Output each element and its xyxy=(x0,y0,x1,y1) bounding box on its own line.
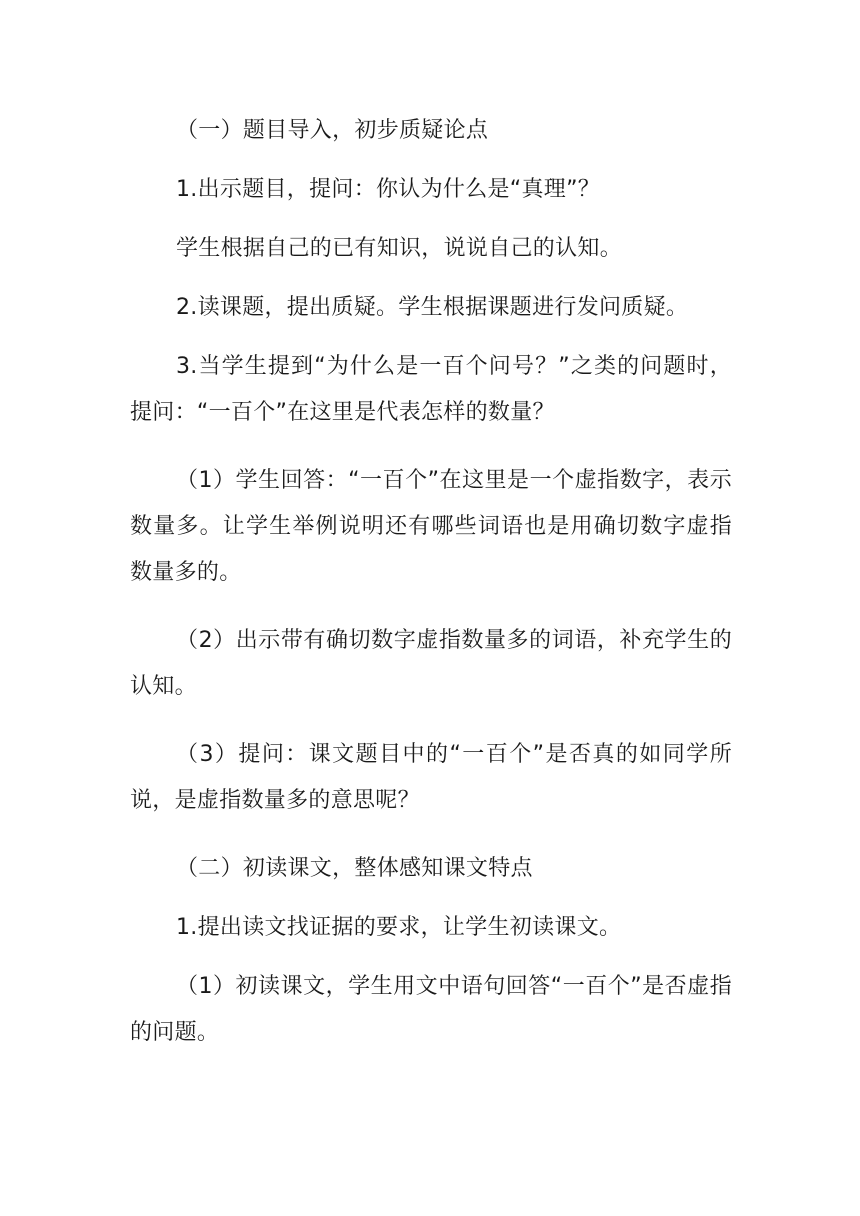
paragraph-1: 1.出示题目，提问：你认为什么是“真理”？ xyxy=(176,177,601,202)
section-heading-1: （一）题目导入，初步质疑论点 xyxy=(176,118,489,143)
paragraph-3: 2.读课题，提出质疑。学生根据课题进行发问质疑。 xyxy=(176,295,689,320)
paragraph-4: 3.当学生提到“为什么是一百个问号？”之类的问题时，提问：“一百个”在这里是代表怎样的数量？ xyxy=(130,354,732,425)
paragraph-8: 1.提出读文找证据的要求，让学生初读课文。 xyxy=(176,915,622,940)
paragraph-5: （1）学生回答：“一百个”在这里是一个虚指数字，表示数量多。让学生举例说明还有哪些词语也是用确切数字虚指数量多的。 xyxy=(130,468,732,585)
paragraph-7: （3）提问：课文题目中的“一百个”是否真的如同学所说，是虚指数量多的意思呢？ xyxy=(130,742,732,813)
paragraph-2: 学生根据自己的已有知识，说说自己的认知。 xyxy=(176,236,623,261)
section-heading-2: （二）初读课文，整体感知课文特点 xyxy=(176,856,533,881)
document-body xyxy=(130,108,732,1078)
paragraph-9: （1）初读课文，学生用文中语句回答“一百个”是否虚指的问题。 xyxy=(130,974,732,1045)
paragraph-6: （2）出示带有确切数字虚指数量多的词语，补充学生的认知。 xyxy=(130,628,732,699)
